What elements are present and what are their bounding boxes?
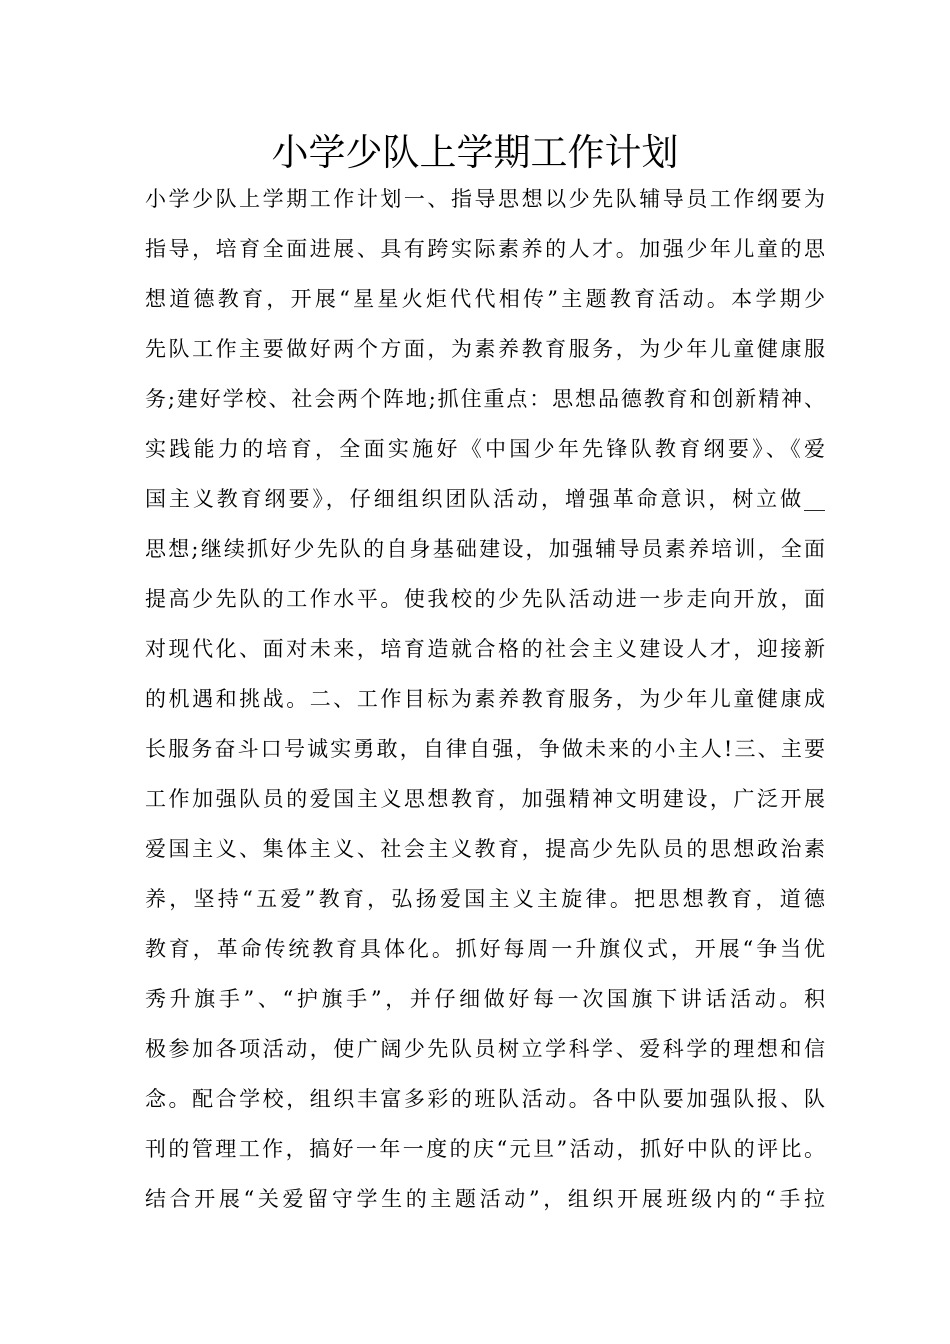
body-line: 对现代化、面对未来，培育造就合格的社会主义建设人才，迎接新 xyxy=(145,637,825,661)
body-line: 先队工作主要做好两个方面，为素养教育服务，为少年儿童健康服 xyxy=(145,337,825,361)
body-line: 刊的管理工作，搞好一年一度的庆“元旦”活动，抓好中队的评比。 xyxy=(145,1137,825,1161)
body-line: 教育，革命传统教育具体化。抓好每周一升旗仪式，开展“争当优 xyxy=(145,937,825,961)
body-line: 实践能力的培育，全面实施好《中国少年先锋队教育纲要》、《爱 xyxy=(145,437,825,461)
body-line: 小学少队上学期工作计划一、指导思想以少先队辅导员工作纲要为 xyxy=(145,187,825,211)
body-line: 指导，培育全面进展、具有跨实际素养的人才。加强少年儿童的思 xyxy=(145,237,825,261)
body-line: 长服务奋斗口号诚实勇敢，自律自强，争做未来的小主人!三、主要 xyxy=(145,737,825,761)
body-line: 念。配合学校，组织丰富多彩的班队活动。各中队要加强队报、队 xyxy=(145,1087,825,1111)
body-line: 想道德教育，开展“星星火炬代代相传”主题教育活动。本学期少 xyxy=(145,287,825,311)
body-line: 秀升旗手”、“护旗手”，并仔细做好每一次国旗下讲话活动。积 xyxy=(145,987,825,1011)
body-line: 工作加强队员的爱国主义思想教育，加强精神文明建设，广泛开展 xyxy=(145,787,825,811)
body-line: 务;建好学校、社会两个阵地;抓住重点：思想品德教育和创新精神、 xyxy=(145,387,825,411)
body-line: 国主义教育纲要》，仔细组织团队活动，增强革命意识，树立做__ xyxy=(145,487,825,511)
body-line: 提高少先队的工作水平。使我校的少先队活动进一步走向开放，面 xyxy=(145,587,825,611)
body-line: 爱国主义、集体主义、社会主义教育，提高少先队员的思想政治素 xyxy=(145,837,825,861)
body-line: 思想;继续抓好少先队的自身基础建设，加强辅导员素养培训，全面 xyxy=(145,537,825,561)
body-line: 结合开展“关爱留守学生的主题活动”，组织开展班级内的“手拉 xyxy=(145,1187,825,1211)
body-line: 养，坚持“五爱”教育，弘扬爱国主义主旋律。把思想教育，道德 xyxy=(145,887,825,911)
body-line: 极参加各项活动，使广阔少先队员树立学科学、爱科学的理想和信 xyxy=(145,1037,825,1061)
document-title: 小学少队上学期工作计划 xyxy=(271,131,679,174)
body-line: 的机遇和挑战。二、工作目标为素养教育服务，为少年儿童健康成 xyxy=(145,687,825,711)
document-body xyxy=(145,174,825,1224)
